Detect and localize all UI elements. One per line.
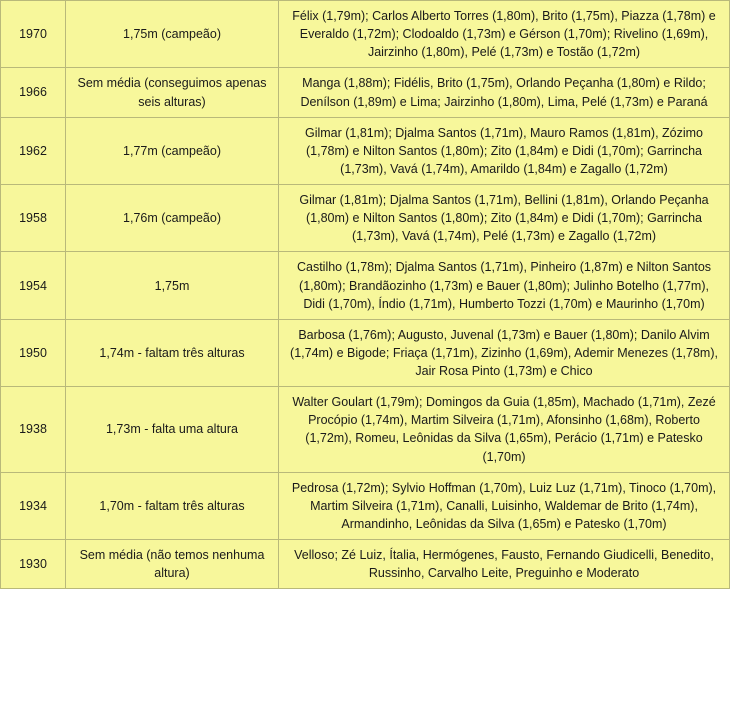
cell-players: Félix (1,79m); Carlos Alberto Torres (1,80m), Brito (1,75m), Piazza (1,78m) e Everaldo (1,72m); Clodoaldo (1,73m) e Gérson (1,70m); Rivelino (1,69m), Jairzinho (1,80m), Pelé (1,73m) e Tostão (1,72m) (279, 1, 730, 68)
cell-average-height: 1,73m - falta uma altura (66, 387, 279, 473)
cell-year: 1966 (1, 68, 66, 117)
table-row (1, 185, 730, 252)
cell-average-height: Sem média (não temos nenhuma altura) (66, 540, 279, 589)
cell-players: Gilmar (1,81m); Djalma Santos (1,71m), Mauro Ramos (1,81m), Zózimo (1,78m) e Nilton Santos (1,80m); Zito (1,84m) e Didi (1,70m); Garrincha (1,73m), Vavá (1,74m), Amarildo (1,84m) e Zagallo (1,72m) (279, 117, 730, 184)
cell-average-height: 1,75m (66, 252, 279, 319)
cell-players: Walter Goulart (1,79m); Domingos da Guia (1,85m), Machado (1,71m), Zezé Procópio (1,74m), Martim Silveira (1,71m), Afonsinho (1,68m), Roberto (1,72m), Romeu, Leônidas da Silva (1,65m), Perácio (1,71m) e Patesko (1,70m) (279, 387, 730, 473)
cell-year: 1938 (1, 387, 66, 473)
cell-year: 1954 (1, 252, 66, 319)
cell-players: Manga (1,88m); Fidélis, Brito (1,75m), Orlando Peçanha (1,80m) e Rildo; Denílson (1,89m) e Lima; Jairzinho (1,80m), Lima, Pelé (1,73m) e Paraná (279, 68, 730, 117)
table-row (1, 117, 730, 184)
table-row (1, 540, 730, 589)
cell-players: Barbosa (1,76m); Augusto, Juvenal (1,73m) e Bauer (1,80m); Danilo Alvim (1,74m) e Bigode; Friaça (1,71m), Zizinho (1,69m), Ademir Menezes (1,78m), Jair Rosa Pinto (1,73m) e Chico (279, 319, 730, 386)
cell-players: Gilmar (1,81m); Djalma Santos (1,71m), Bellini (1,81m), Orlando Peçanha (1,80m) e Nilton Santos (1,80m); Zito (1,84m) e Didi (1,70m); Garrincha (1,73m), Vavá (1,74m), Pelé (1,73m) e Zagallo (1,72m) (279, 185, 730, 252)
cell-average-height: 1,70m - faltam três alturas (66, 472, 279, 539)
table-row (1, 1, 730, 68)
cell-average-height: 1,76m (campeão) (66, 185, 279, 252)
cell-year: 1930 (1, 540, 66, 589)
cell-year: 1950 (1, 319, 66, 386)
cell-year: 1962 (1, 117, 66, 184)
cell-players: Velloso; Zé Luiz, Ítalia, Hermógenes, Fausto, Fernando Giudicelli, Benedito, Russinho, Carvalho Leite, Preguinho e Moderato (279, 540, 730, 589)
table-body (1, 1, 730, 589)
cell-year: 1934 (1, 472, 66, 539)
cell-average-height: 1,77m (campeão) (66, 117, 279, 184)
cell-players: Castilho (1,78m); Djalma Santos (1,71m), Pinheiro (1,87m) e Nilton Santos (1,80m); Brandãozinho (1,73m) e Bauer (1,80m); Julinho Botelho (1,77m), Didi (1,70m), Índio (1,71m), Humberto Tozzi (1,70m) e Maurinho (1,70m) (279, 252, 730, 319)
cell-year: 1958 (1, 185, 66, 252)
table-row (1, 68, 730, 117)
cell-average-height: 1,74m - faltam três alturas (66, 319, 279, 386)
table-row (1, 252, 730, 319)
table-row (1, 387, 730, 473)
cell-players: Pedrosa (1,72m); Sylvio Hoffman (1,70m), Luiz Luz (1,71m), Tinoco (1,70m), Martim Silveira (1,71m), Canalli, Luisinho, Waldemar de Brito (1,74m), Armandinho, Leônidas da Silva (1,65m) e Patesko (1,70m) (279, 472, 730, 539)
table-row (1, 319, 730, 386)
cell-average-height: 1,75m (campeão) (66, 1, 279, 68)
table-row (1, 472, 730, 539)
cell-average-height: Sem média (conseguimos apenas seis alturas) (66, 68, 279, 117)
cell-year: 1970 (1, 1, 66, 68)
